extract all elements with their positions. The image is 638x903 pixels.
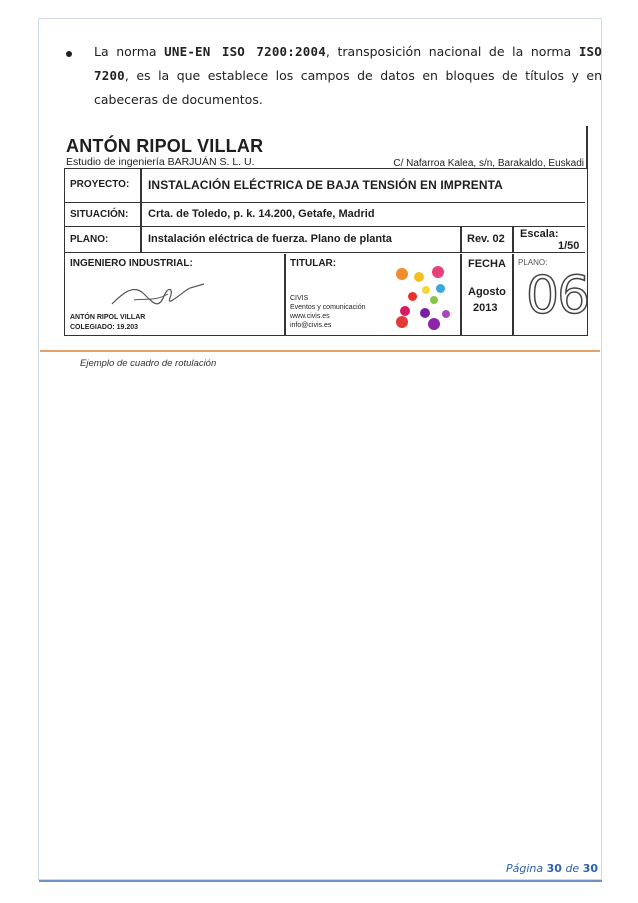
footer-of: de bbox=[565, 862, 580, 875]
page-footer bbox=[506, 862, 598, 875]
fecha-month: Agosto bbox=[468, 286, 506, 298]
colegiado-number: COLEGIADO: 19.203 bbox=[70, 324, 139, 331]
footer-label: Página bbox=[506, 862, 544, 875]
bullet-suffix: , es la que establece los campos de datos en bloques de títulos y en cabeceras de documentos. bbox=[94, 68, 602, 107]
fecha-label: FECHA bbox=[468, 258, 506, 270]
plano-number: 06 bbox=[526, 266, 589, 326]
footer-line bbox=[39, 880, 602, 882]
proyecto-label: PROYECTO: bbox=[70, 179, 130, 190]
fecha-year: 2013 bbox=[473, 302, 498, 314]
revision: Rev. 02 bbox=[467, 233, 505, 245]
norm-iso: ISO 7200 bbox=[94, 44, 602, 83]
figure-caption: Ejemplo de cuadro de rotulación bbox=[80, 358, 217, 369]
titular-line: CIVIS bbox=[290, 295, 309, 302]
signature-image bbox=[104, 274, 214, 314]
row-plano bbox=[64, 228, 585, 253]
footer-page: 30 bbox=[546, 862, 562, 875]
divider bbox=[140, 226, 142, 252]
titular-line: info@civis.es bbox=[290, 322, 332, 329]
civis-logo bbox=[394, 264, 456, 332]
divider bbox=[460, 254, 462, 336]
divider bbox=[512, 254, 514, 336]
divider bbox=[284, 254, 286, 336]
company-address: C/ Nafarroa Kalea, s/n, Barakaldo, Euskadi bbox=[393, 158, 584, 169]
titular-details bbox=[290, 294, 365, 330]
plano-value: Instalación eléctrica de fuerza. Plano de planta bbox=[148, 233, 392, 245]
titular-line: Eventos y comunicación bbox=[290, 304, 366, 311]
divider bbox=[140, 168, 142, 202]
title-block bbox=[64, 134, 590, 338]
titular-label: TITULAR: bbox=[290, 258, 337, 269]
row-proyecto bbox=[64, 168, 585, 203]
separator-rule bbox=[40, 350, 600, 352]
block-edge-line bbox=[586, 126, 588, 168]
divider bbox=[460, 226, 462, 252]
bullet-middle: , transposición nacional de la norma bbox=[325, 44, 579, 59]
escala-value: 1/50 bbox=[558, 240, 580, 252]
row-situacion bbox=[64, 204, 585, 227]
company-subtitle: Estudio de ingeniería BARJUÁN S. L. U. bbox=[66, 156, 255, 168]
bullet-prefix: La norma bbox=[94, 44, 165, 59]
footer-total: 30 bbox=[582, 862, 598, 875]
divider bbox=[512, 226, 514, 252]
ingeniero-label: INGENIERO INDUSTRIAL: bbox=[70, 258, 193, 269]
ingeniero-name: ANTÓN RIPOL VILLAR bbox=[70, 314, 146, 321]
situacion-value: Crta. de Toledo, p. k. 14.200, Getafe, Madrid bbox=[148, 208, 375, 220]
titular-line: www.civis.es bbox=[290, 313, 330, 320]
proyecto-value: INSTALACIÓN ELÉCTRICA DE BAJA TENSIÓN EN IMPRENTA bbox=[148, 178, 503, 192]
norm-une-en-iso: UNE-EN ISO 7200:2004 bbox=[164, 44, 326, 59]
plano-label: PLANO: bbox=[70, 234, 109, 245]
bullet-point bbox=[66, 51, 72, 57]
company-name: ANTÓN RIPOL VILLAR bbox=[66, 136, 264, 156]
escala-label: Escala: bbox=[520, 228, 559, 240]
bullet-paragraph bbox=[94, 40, 602, 112]
situacion-label: SITUACIÓN: bbox=[70, 209, 129, 220]
divider bbox=[140, 202, 142, 226]
plano-number-label: PLANO: bbox=[518, 258, 548, 267]
